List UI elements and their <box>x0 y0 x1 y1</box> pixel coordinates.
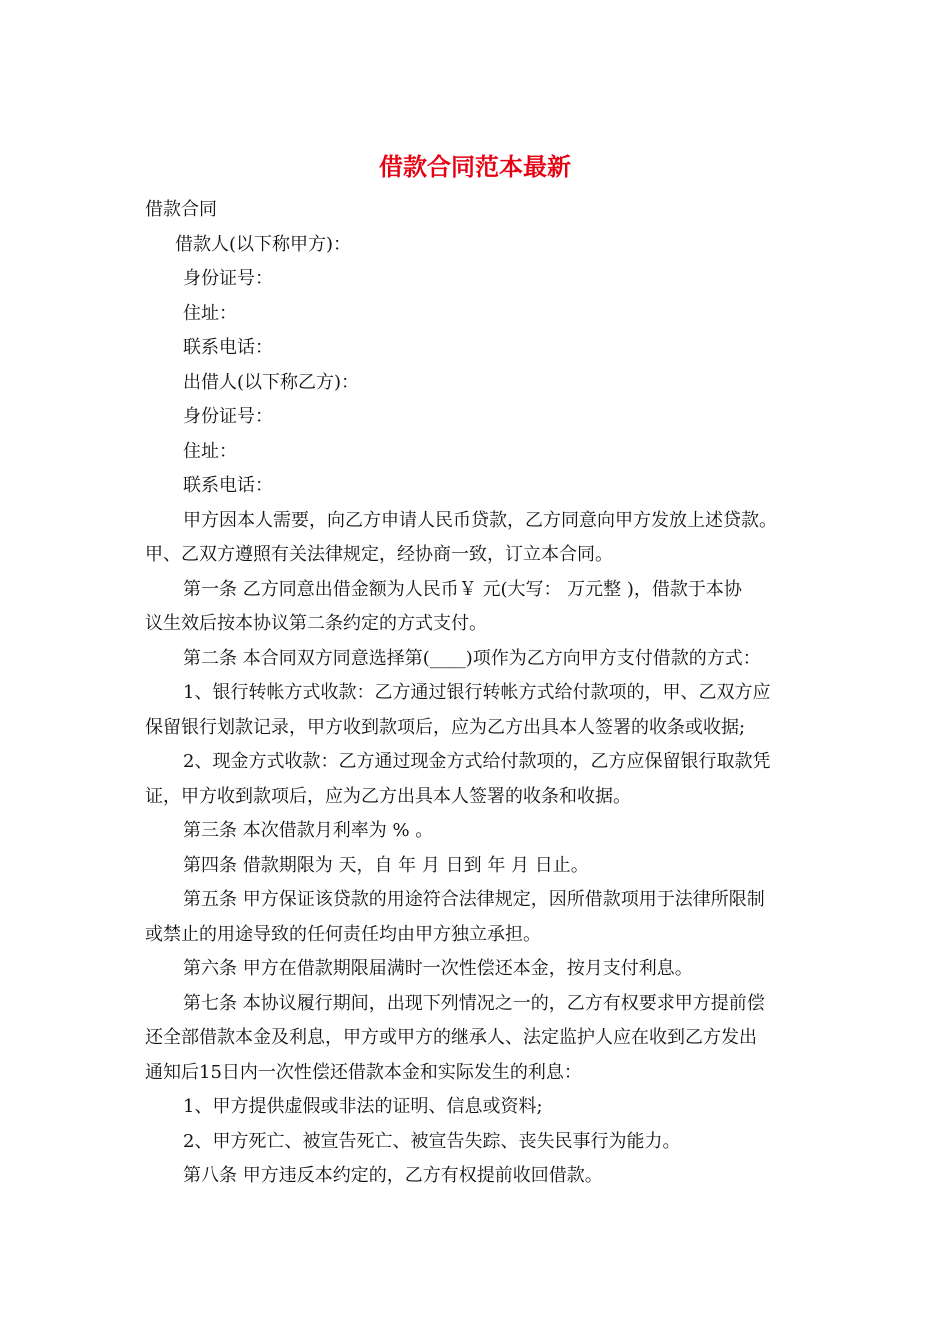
borrower-id-label: 身份证号： <box>183 268 273 289</box>
clause-line: 证，甲方收到款项后，应为乙方出具本人签署的收条和收据。 <box>145 786 631 807</box>
lender-phone-label: 联系电话： <box>183 475 273 496</box>
article-2-line: 第二条 本合同双方同意选择第(____)项作为乙方向甲方支付借款的方式： <box>183 648 761 669</box>
borrower-phone-label: 联系电话： <box>183 337 273 358</box>
clause-line: 1、银行转帐方式收款：乙方通过银行转帐方式给付款项的，甲、乙双方应 <box>183 682 771 703</box>
article-8-line: 第八条 甲方违反本约定的，乙方有权提前收回借款。 <box>183 1165 603 1186</box>
borrower-label: 借款人(以下称甲方)： <box>175 234 352 255</box>
lender-address-label: 住址： <box>183 441 237 462</box>
article-5-line: 第五条 甲方保证该贷款的用途符合法律规定，因所借款项用于法律所限制 <box>183 889 765 910</box>
clause-line: 保留银行划款记录，甲方收到款项后，应为乙方出具本人签署的收条或收据; <box>145 717 746 738</box>
clause-line: 2、现金方式收款：乙方通过现金方式给付款项的，乙方应保留银行取款凭 <box>183 751 771 772</box>
article-6-line: 第六条 甲方在借款期限届满时一次性偿还本金，按月支付利息。 <box>183 958 693 979</box>
article-4-line: 第四条 借款期限为 天，自 年 月 日到 年 月 日止。 <box>183 855 589 876</box>
contract-heading: 借款合同 <box>145 199 217 220</box>
paragraph-line: 甲、乙双方遵照有关法律规定，经协商一致，订立本合同。 <box>145 544 613 565</box>
article-1-line: 第一条 乙方同意出借金额为人民币￥ 元(大写： 万元整 )，借款于本协 <box>183 579 742 600</box>
article-5-line: 或禁止的用途导致的任何责任均由甲方独立承担。 <box>145 924 541 945</box>
article-7-line: 第七条 本协议履行期间，出现下列情况之一的，乙方有权要求甲方提前偿 <box>183 993 765 1014</box>
lender-id-label: 身份证号： <box>183 406 273 427</box>
clause-line: 2、甲方死亡、被宣告死亡、被宣告失踪、丧失民事行为能力。 <box>183 1131 681 1152</box>
article-1-line: 议生效后按本协议第二条约定的方式支付。 <box>145 613 487 634</box>
article-3-line: 第三条 本次借款月利率为 % 。 <box>183 820 434 841</box>
article-7-line: 通知后15日内一次性偿还借款本金和实际发生的利息： <box>145 1062 582 1083</box>
borrower-address-label: 住址： <box>183 303 237 324</box>
paragraph-line: 甲方因本人需要，向乙方申请人民币贷款，乙方同意向甲方发放上述贷款。 <box>183 510 777 531</box>
document-title: 借款合同范本最新 <box>379 152 571 181</box>
lender-label: 出借人(以下称乙方)： <box>183 372 360 393</box>
clause-line: 1、甲方提供虚假或非法的证明、信息或资料; <box>183 1096 543 1117</box>
article-7-line: 还全部借款本金及利息，甲方或甲方的继承人、法定监护人应在收到乙方发出 <box>145 1027 757 1048</box>
